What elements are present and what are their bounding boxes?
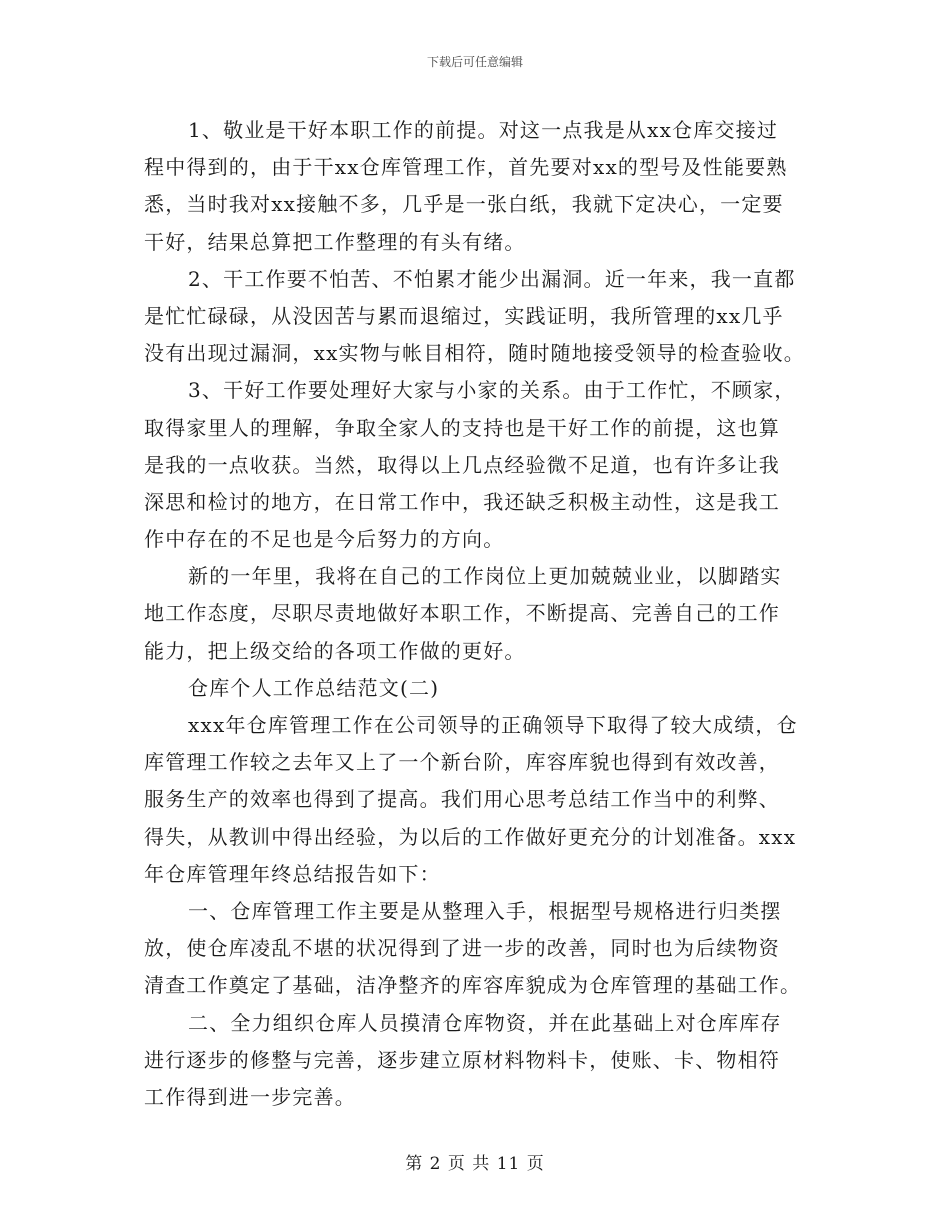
text-line: 干好，结果总算把工作整理的有头有绪。 [144,229,526,254]
page-footer: 第 2 页 共 11 页 [405,1154,545,1174]
page-header: 下载后可任意编辑 [426,55,523,69]
text-line: 3、干好工作要处理好大家与小家的关系。由于工作忙，不顾家， [188,378,796,403]
text-line: 放，使仓库凌乱不堪的状况得到了进一步的改善，同时也为后续物资 [144,936,780,961]
text-line: 年仓库管理年终总结报告如下： [144,861,441,886]
text-line: 是我的一点收获。当然，取得以上几点经验微不足道，也有许多让我 [144,452,780,477]
text-line: 作中存在的不足也是今后努力的方向。 [144,527,505,552]
text-line: 工作得到进一步完善。 [144,1084,356,1109]
text-line: 取得家里人的理解，争取全家人的支持也是干好工作的前提，这也算 [144,415,780,440]
document-body [144,112,806,1116]
text-line: 程中得到的，由于干xx仓库管理工作，首先要对xx的型号及性能要熟 [144,155,788,180]
section-heading: 仓库个人工作总结范文(二) [188,675,440,700]
text-line: 深思和检讨的地方，在日常工作中，我还缺乏积极主动性，这是我工 [144,489,780,514]
text-line: 服务生产的效率也得到了提高。我们用心思考总结工作当中的利弊、 [144,787,780,812]
text-line: 得失，从教训中得出经验，为以后的工作做好更充分的计划准备。xxx [144,824,797,849]
text-line: 是忙忙碌碌，从没因苦与累而退缩过，实践证明，我所管理的xx几乎 [144,303,784,328]
text-line: 悉，当时我对xx接触不多，几乎是一张白纸，我就下定决心，一定要 [144,192,784,217]
text-line: 地工作态度，尽职尽责地做好本职工作，不断提高、完善自己的工作 [144,601,780,626]
text-line: 2、干工作要不怕苦、不怕累才能少出漏洞。近一年来，我一直都 [188,266,796,291]
text-line: 二、全力组织仓库人员摸清仓库物资，并在此基础上对仓库库存 [188,1010,782,1035]
text-line: 新的一年里，我将在自己的工作岗位上更加兢兢业业，以脚踏实 [188,564,782,589]
text-line: 一、仓库管理工作主要是从整理入手，根据型号规格进行归类摆 [188,898,782,923]
text-line: 没有出现过漏洞，xx实物与帐目相符，随时随地接受领导的检查验收。 [144,341,805,366]
text-line: 进行逐步的修整与完善，逐步建立原材料物料卡，使账、卡、物相符 [144,1047,780,1072]
text-line: 能力，把上级交给的各项工作做的更好。 [144,638,526,663]
text-line: 库管理工作较之去年又上了一个新台阶，库容库貌也得到有效改善， [144,750,780,775]
text-line: 1、敬业是干好本职工作的前提。对这一点我是从xx仓库交接过 [188,118,779,142]
text-line: xxx年仓库管理工作在公司领导的正确领导下取得了较大成绩，仓 [188,713,798,737]
text-line: 清查工作奠定了基础，洁净整齐的库容库貌成为仓库管理的基础工作。 [144,973,802,998]
